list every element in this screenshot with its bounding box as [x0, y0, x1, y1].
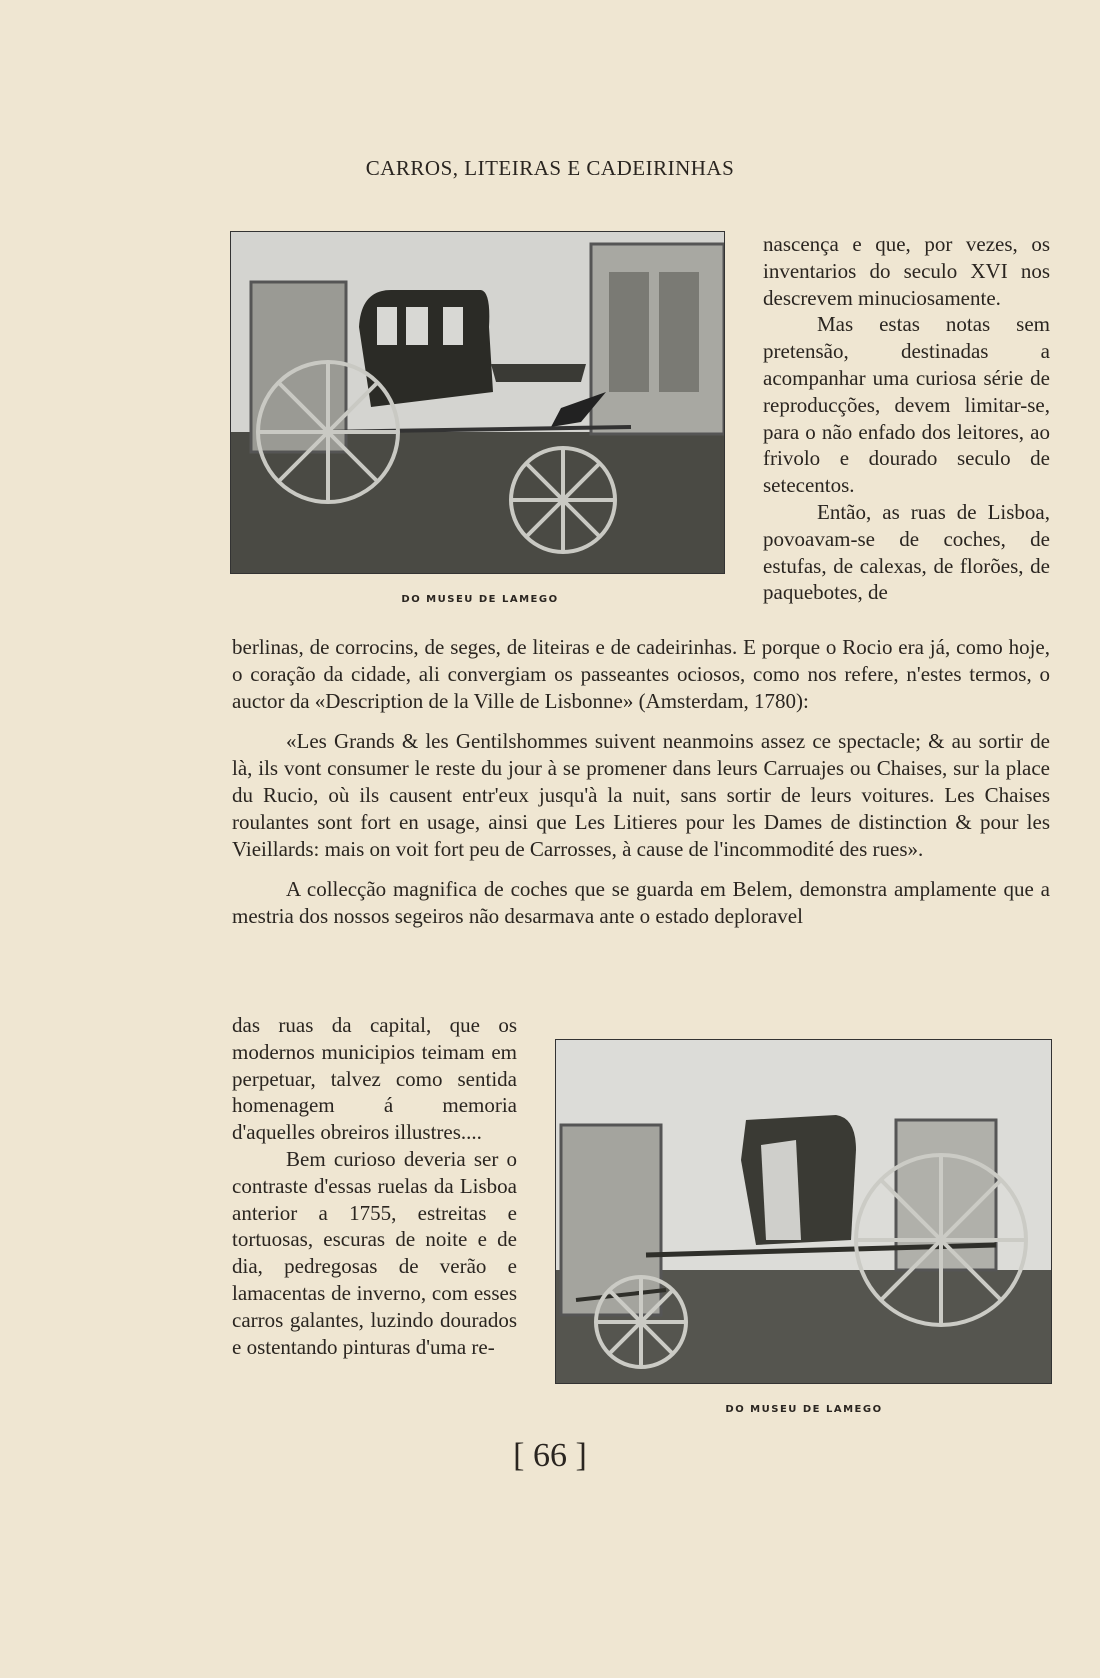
right-column-text: [763, 231, 1050, 606]
paragraph-continuation: nascença e que, por vezes, os inventarios do seculo XVI nos descrevem minuciosamente.: [763, 232, 1050, 310]
carriage-photo-2: [555, 1039, 1052, 1384]
running-head: CARROS, LITEIRAS E CADEIRINHAS: [365, 156, 735, 180]
paragraph: Bem curioso deveria ser o contraste d'essas ruelas da Lisboa anterior a 1755, estreitas e tortuosas, escuras de noite e de dia, pedregosas de verão e lamacentas de inverno, com esses carros galantes, luzindo dourados e ostentando pinturas d'uma re-: [232, 1146, 517, 1359]
french-quotation: «Les Grands & les Gentilshommes suivent neanmoins assez ce spectacle; & au sortir de là, ils vont consumer le reste du jour à se promener dans leurs Carruajes ou Chaises, sur la place du Rucio, où ils causent entr'eux jusqu'à la nuit, sans sortir de leurs voitures. Les Chaises roulantes sont fort en usage, ainsi que Les Litieres pour les Dames de distinction & pour les Vieillards: mais on voit fort peu de Carrosses, à cause de l'incommodité des rues».: [232, 729, 1050, 861]
paragraph-continuation: berlinas, de corrocins, de seges, de liteiras e de cadeirinhas. E porque o Rocio era já, como hoje, o coração da cidade, ali convergiam os passeantes ociosos, como nos refere, n'estes termos, o auctor da «Description de la Ville de Lisbonne» (Amsterdam, 1780):: [232, 635, 1050, 713]
paragraph-continuation: das ruas da capital, que os modernos municipios teimam em perpetuar, talvez como sentida homenagem á memoria d'aquelles obreiros illustres....: [232, 1013, 517, 1145]
paragraph: Mas estas notas sem pretensão, destinadas a acompanhar uma curiosa série de reproducções, devem limitar-se, para o não enfado dos leitores, ao frivolo e dourado seculo de setecentos.: [763, 312, 1050, 498]
figure-caption-2: DO MUSEU DE LAMEGO: [725, 1404, 883, 1415]
paragraph: A collecção magnifica de coches que se guarda em Belem, demonstra amplamente que a mestria dos nossos segeiros não desarmava ante o estado deploravel: [232, 877, 1050, 929]
carriage-photo-1: [230, 231, 725, 574]
page-number: [ 66 ]: [513, 1437, 587, 1474]
paragraph: Então, as ruas de Lisboa, povoavam-se de coches, de estufas, de calexas, de florões, de paquebotes, de: [763, 499, 1050, 605]
figure-caption-1: DO MUSEU DE LAMEGO: [401, 594, 559, 605]
full-width-text: [232, 634, 1050, 930]
left-column-text: [232, 1012, 517, 1360]
